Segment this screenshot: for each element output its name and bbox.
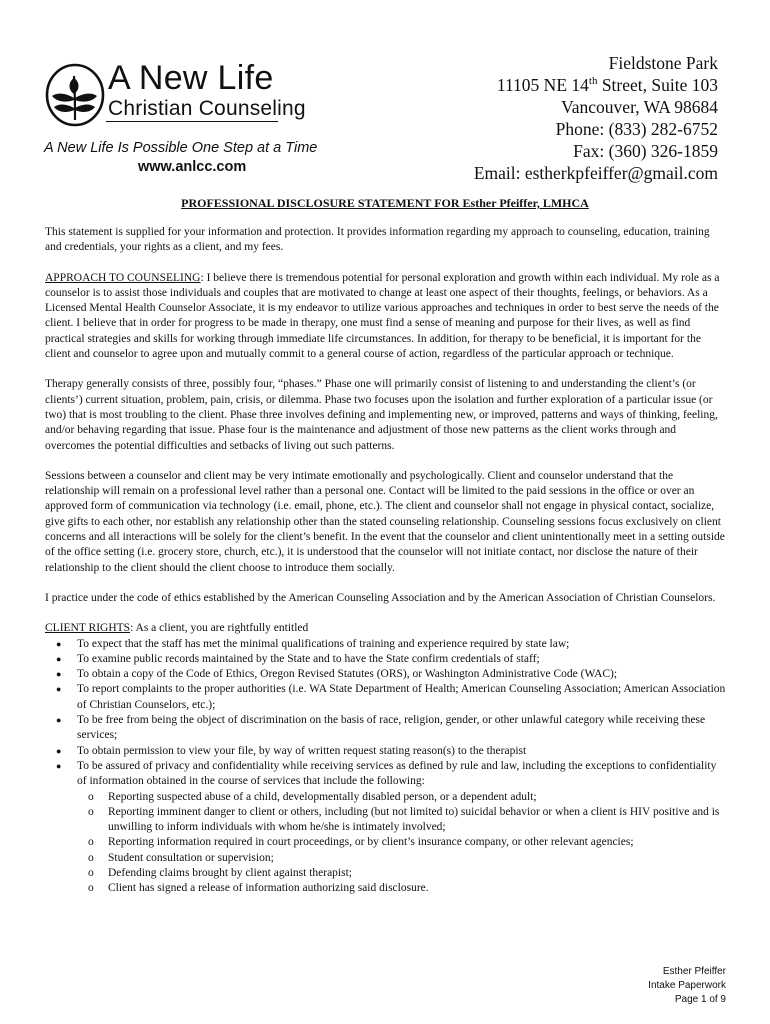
list-item: o Defending claims brought by client against therapist; bbox=[77, 866, 728, 881]
logo-underline bbox=[106, 121, 278, 122]
page-number: Page 1 of 9 bbox=[674, 994, 726, 1005]
contact-block bbox=[474, 52, 718, 184]
footer-name: Esther Pfeiffer bbox=[662, 966, 726, 977]
list-item: o Reporting suspected abuse of a child, developmentally disabled person, or a dependent adult; bbox=[77, 790, 728, 805]
approach-heading: APPROACH TO COUNSELING bbox=[45, 271, 201, 284]
document-body bbox=[45, 225, 728, 897]
list-item: o Client has signed a release of information authorizing said disclosure. bbox=[77, 881, 728, 896]
leaf-circle-logo-icon bbox=[44, 62, 106, 128]
phases-paragraph: Therapy generally consists of three, possibly four, “phases.” Phase one will primarily consist of listening to and understanding the client’s (or clients’) current situation, problem, pain, crisis, or dilemma. Phase two focuses upon the isolation and further exploration of a particular issue (or two) that is most troubling to the client. Phase three involves defining and implementing new, or improved, patterns and ways of thinking, feeling, and/or behaving regarding that issue. Phase four is the maintenance and adjustment of those new patterns as the client works through and overcomes the potential difficulties and setbacks of living out such patterns. bbox=[45, 378, 718, 452]
footer-form: Intake Paperwork bbox=[648, 980, 726, 991]
list-item: ● To expect that the staff has met the minimal qualifications of training and experience required by state law; bbox=[45, 637, 728, 652]
sessions-paragraph: Sessions between a counselor and client may be very intimate emotionally and psychologically. Client and counselor understand that the relationship will remain on a professional level rather than a personal one. Contact will be limited to the paid sessions in the office or over an approved form of communication via technology (i.e. email, phone, etc.). The client and counselor shall not engage in physical contact, socialize, give gifts to each other, nor establish any relationship other than the stated counseling relationship. Counseling sessions focus exclusively on client concerns and all interactions will be solely for the client’s benefit. In the event that the counselor and client unintentionally meet in a setting outside of the office setting (i.e. grocery store, church, etc.), it is understood that the counselor will not initiate contact, nor disclose the nature of their relationship to the client should the client choose to introduce them socially. bbox=[45, 469, 725, 574]
intro-paragraph: This statement is supplied for your information and protection. It provides information regarding my approach to counseling, education, training and credentials, your rights as a client, and my fees. bbox=[45, 226, 710, 254]
list-item: o Reporting imminent danger to client or others, including (but not limited to) suicidal behavior or when a client is HIV positive and is unwilling to inform individuals with whom he/she is intimately involved; bbox=[77, 805, 728, 836]
ethics-paragraph: I practice under the code of ethics established by the American Counseling Association and by the American Association of Christian Counselors. bbox=[45, 591, 716, 604]
client-rights-heading: CLIENT RIGHTS bbox=[45, 622, 131, 635]
list-item: ● To obtain a copy of the Code of Ethics, Oregon Revised Statutes (ORS), or Washington Administrative Code (WAC); bbox=[45, 667, 728, 682]
website-link[interactable]: www.anlcc.com bbox=[138, 159, 247, 175]
list-item: ● To obtain permission to view your file, by way of written request stating reason(s) to the therapist bbox=[45, 744, 728, 759]
list-item: ● To be free from being the object of discrimination on the basis of race, religion, gender, or other unlawful category while receiving these services; bbox=[45, 713, 728, 744]
list-item: ● To report complaints to the proper authorities (i.e. WA State Department of Health; American Counseling Association; American Association of Christian Counselors, etc.); bbox=[45, 682, 728, 713]
list-item: ● To be assured of privacy and confidentiality while receiving services as defined by rule and law, including the exceptions to confidentiality of information obtained in the course of services that include the following: o Reporting suspected abuse of a child, developmentally disabled person, or a dependent adult; o Reporting imminent danger to client or others, including (but not limited to) suicidal behavior or when a client is HIV positive and is unwilling to inform individuals with whom he/she is intimately involved; o Reporting information required in court proceedings, or by client’s insurance company, or other relevant agencies; o Student consultation or supervision; o Defending claims brought by client against therapist; o Client has signed a release of information authorizing said disclosure. bbox=[45, 759, 728, 897]
list-item: ● To examine public records maintained by the State and to have the State confirm credentials of staff; bbox=[45, 652, 728, 667]
client-rights-intro: CLIENT RIGHTS: As a client, you are rightfully entitled bbox=[45, 622, 309, 635]
logo-subtitle: Christian Counseling bbox=[108, 97, 306, 120]
email-address: Email: estherkpfeiffer@gmail.com bbox=[473, 163, 718, 183]
tagline: A New Life Is Possible One Step at a Time bbox=[44, 140, 318, 156]
fax-number: Fax: (360) 326-1859 bbox=[573, 141, 718, 161]
address-street: 11105 NE 14th Street, Suite 103 bbox=[496, 75, 718, 95]
approach-paragraph: APPROACH TO COUNSELING: I believe there is tremendous potential for personal exploration and growth within each individual. My role as a counselor is to assist those individuals and couples that are motivated to change at least one aspect of their thoughts, feelings, or behaviors. As a Licensed Mental Health Counselor Associate, it is my endeavor to utilize various approaches and techniques in order to best serve the needs of the client. I believe that in order for progress to be made in therapy, one must find a sense of meaning and purpose for their lives, as well as find practical strategies and skills for working through immediate life circumstances. In addition, for therapy to be beneficial, it is important for the client and counselor to agree upon and mutually commit to a general course of action, regardless of the particular approach or technique. bbox=[45, 271, 720, 361]
phone-number: Phone: (833) 282-6752 bbox=[555, 119, 718, 139]
list-item: o Reporting information required in court proceedings, or by client’s insurance company, or other relevant agencies; bbox=[77, 835, 728, 850]
client-rights-list bbox=[45, 637, 728, 897]
address-line-1: Fieldstone Park bbox=[608, 53, 718, 73]
page-footer bbox=[648, 965, 726, 1007]
logo-name: A New Life bbox=[108, 59, 274, 97]
document-title: PROFESSIONAL DISCLOSURE STATEMENT FOR Esther Pfeiffer, LMHCA bbox=[181, 196, 589, 210]
letterhead bbox=[0, 0, 770, 190]
confidentiality-exceptions-list bbox=[77, 790, 728, 897]
address-city: Vancouver, WA 98684 bbox=[561, 97, 718, 117]
list-item: o Student consultation or supervision; bbox=[77, 851, 728, 866]
